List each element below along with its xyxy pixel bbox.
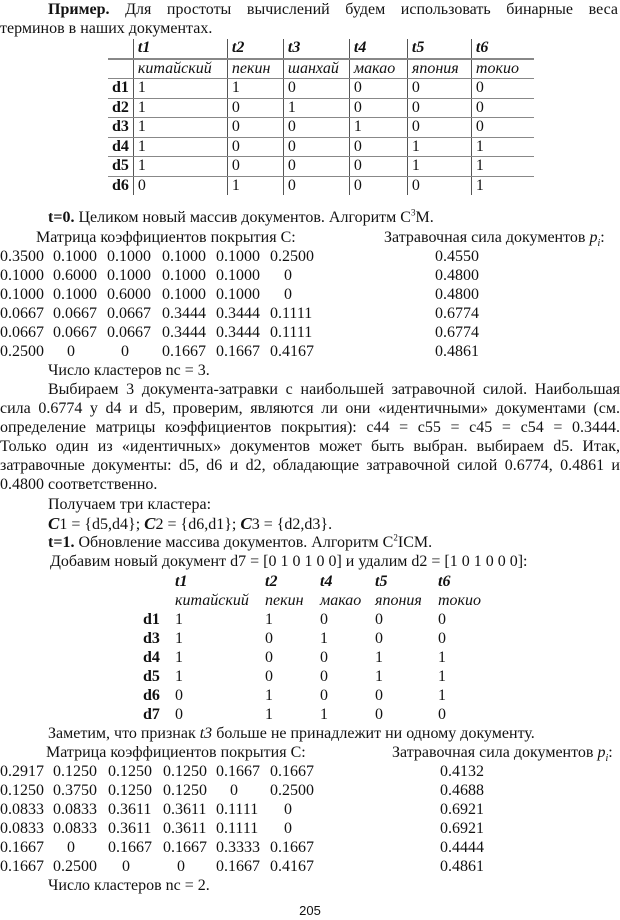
doc-label: d4 (108, 137, 133, 157)
cell: 1 (133, 118, 227, 138)
term-name: макао (349, 59, 407, 79)
matrix-cell: 0.1667 (216, 343, 260, 360)
matrix-cell: 0.0833 (53, 801, 97, 818)
power-symbol: p (597, 744, 606, 761)
term-name: шанхай (283, 59, 349, 79)
step1-heading (0, 533, 620, 552)
cell: 0 (283, 137, 349, 157)
matrix-cell: 0.3500 (0, 248, 44, 265)
matrix-cell: 0.1250 (0, 782, 44, 799)
matrix-cell: 0.1250 (108, 782, 152, 799)
matrix-cell: 0.1000 (216, 248, 260, 265)
cell: 0 (349, 137, 407, 157)
doc-label: d3 (108, 118, 133, 138)
cell: 1 (133, 157, 227, 177)
matrix-cell: 0.0667 (107, 305, 151, 322)
paragraph-line: 0.4800 соответственно. (0, 476, 158, 493)
clusters-line (0, 514, 620, 533)
matrix-cell: 0.1000 (162, 286, 206, 303)
cell: 0 (471, 98, 534, 118)
matrix-cell: 0.3611 (108, 801, 152, 818)
cell: 1 (471, 176, 534, 195)
cell: 0 (320, 649, 328, 666)
cell: 0 (175, 706, 183, 723)
matrix-cell: 0.1000 (107, 248, 151, 265)
cell: 0 (320, 687, 328, 704)
step0-clusters: Число кластеров nc = 3. (48, 362, 210, 379)
corner-cell (108, 59, 133, 79)
add-document-line: Добавим новый документ d7 = [0 1 0 1 0 0] и удалим d2 = [1 0 1 0 0 0]: (50, 553, 528, 570)
cell: 1 (265, 687, 273, 704)
table-header-row (0, 572, 620, 591)
cell: 0 (375, 687, 383, 704)
term-header: t4 (320, 573, 333, 590)
power-value: 0.6774 (435, 305, 479, 322)
term-header: t2 (265, 573, 278, 590)
cell: 1 (438, 687, 446, 704)
paragraph-line: Только один из «идентичных» документов может быть выбран. выбираем d5. Итак, (0, 438, 620, 455)
power-value: 0.4800 (435, 267, 479, 284)
matrix-cell: 0.3611 (108, 820, 152, 837)
cell: 0 (349, 176, 407, 195)
cell: 0 (349, 79, 407, 99)
matrix-cell: 0.0833 (0, 801, 44, 818)
matrix-cell: 0.1667 (108, 839, 152, 856)
doc-label: d1 (108, 79, 133, 99)
cell: 1 (349, 118, 407, 138)
matrix-cell: 0.1667 (270, 763, 314, 780)
t3-note (0, 724, 535, 743)
table-row (108, 157, 534, 177)
matrix-cell: 0.1000 (162, 248, 206, 265)
cell: 1 (471, 157, 534, 177)
matrix-cell: 0 (121, 343, 129, 360)
term-name: япония (407, 59, 471, 79)
clusters-intro: Получаем три кластера: (48, 496, 212, 513)
intro-line-1 (0, 0, 620, 19)
matrix-cell: 0.3333 (216, 839, 260, 856)
step1-clusters: Число кластеров nc = 2. (48, 877, 210, 894)
table-row (108, 137, 534, 157)
matrix-cell: 0.1000 (53, 248, 97, 265)
cell: 0 (471, 118, 534, 138)
cell: 0 (283, 118, 349, 138)
matrix-cell: 0.0667 (107, 324, 151, 341)
step1-power-label (392, 743, 613, 765)
power-subscript: i (597, 238, 601, 250)
matrix-row (0, 819, 620, 838)
cell: 0 (349, 157, 407, 177)
cell: 0 (320, 611, 328, 628)
intro-text: Для простоты вычислений будем использовать бинарные веса (109, 1, 618, 18)
step0-sup: 3 (410, 207, 416, 218)
term-name: китайский (175, 592, 249, 609)
power-colon: : (600, 229, 605, 246)
cell: 0 (227, 118, 283, 138)
matrix-cell: 0.1250 (53, 763, 97, 780)
matrix-row (0, 800, 620, 819)
matrix-cell: 0.2500 (53, 858, 97, 875)
cell: 1 (265, 706, 273, 723)
cell: 0 (175, 687, 183, 704)
cell: 0 (349, 98, 407, 118)
term-name: китайский (133, 59, 227, 79)
cell: 0 (375, 611, 383, 628)
cell: 0 (407, 79, 471, 99)
note-term: t3 (199, 725, 213, 742)
step0-matrix-label: Матрица коэффициентов покрытия C: (36, 229, 296, 246)
cell: 1 (133, 98, 227, 118)
term-name: пекин (227, 59, 283, 79)
matrix-cell: 0.3611 (163, 820, 207, 837)
cell: 0 (265, 630, 273, 647)
table-row (0, 686, 620, 705)
matrix-row (0, 285, 620, 304)
cluster-2: 2 = {d6,d1}; (155, 516, 241, 533)
cluster-symbol: C (48, 514, 60, 533)
matrix-cell: 0.2917 (0, 763, 44, 780)
matrix-cell: 0.3444 (216, 324, 260, 341)
matrix-cell: 0.1667 (216, 858, 260, 875)
term-name: токио (471, 59, 534, 79)
cell: 1 (320, 706, 328, 723)
cluster-symbol: C (240, 514, 252, 533)
table-row (108, 98, 534, 118)
matrix-cell: 0.1667 (216, 763, 260, 780)
cell: 0 (438, 706, 446, 723)
power-label-text: Затравочная сила документов (384, 229, 590, 246)
cell: 0 (438, 611, 446, 628)
term-header: t2 (227, 39, 283, 59)
matrix-row (0, 762, 620, 781)
cell: 0 (407, 118, 471, 138)
paragraph-line: сила 0.6774 у d4 и d5, проверим, являются ли они «идентичными» документами (см. (0, 400, 620, 417)
term-name: токио (438, 592, 482, 609)
power-value: 0.6774 (435, 324, 479, 341)
matrix-cell: 0 (67, 839, 75, 856)
table-row (108, 79, 534, 99)
cell: 1 (175, 649, 183, 666)
matrix-cell: 0.1667 (0, 839, 44, 856)
matrix-cell: 0.1000 (107, 267, 151, 284)
intro (0, 0, 620, 38)
power-value: 0.4550 (435, 248, 479, 265)
cell: 0 (407, 176, 471, 195)
term-header: t1 (133, 39, 227, 59)
step0-heading (0, 208, 620, 227)
matrix-cell: 0.0667 (0, 305, 44, 322)
cell: 1 (283, 98, 349, 118)
cell: 0 (227, 98, 283, 118)
matrix-row (0, 342, 620, 361)
cell: 0 (283, 79, 349, 99)
doc-label: d6 (112, 176, 129, 194)
cell: 0 (471, 79, 534, 99)
cell: 1 (227, 79, 283, 99)
matrix-cell: 0.3750 (53, 782, 97, 799)
cluster-1: 1 = {d5,d4}; (59, 516, 145, 533)
matrix-cell: 0 (284, 267, 292, 284)
table-header-row (0, 591, 620, 610)
matrix-cell: 0.0833 (53, 820, 97, 837)
doc-label: d5 (143, 668, 160, 685)
term-header: t5 (375, 573, 388, 590)
step1-lead: t=1. (48, 534, 75, 551)
power-subscript: i (605, 753, 609, 765)
table-row (108, 176, 534, 195)
term-header: t6 (438, 573, 451, 590)
cell: 1 (175, 611, 183, 628)
power-value: 0.4861 (435, 343, 479, 360)
matrix-cell: 0 (284, 801, 292, 818)
term-header: t3 (283, 39, 349, 59)
cell: 1 (265, 611, 273, 628)
matrix-cell: 0.3611 (163, 801, 207, 818)
matrix-row (0, 266, 620, 285)
matrix-cell: 0.3444 (216, 305, 260, 322)
doc-label: d4 (143, 649, 160, 666)
matrix-cell: 0.1000 (162, 267, 206, 284)
term-name: пекин (265, 592, 304, 609)
doc-label: d5 (108, 157, 133, 177)
matrix-cell: 0.0667 (53, 305, 97, 322)
table-row (0, 648, 620, 667)
matrix-row (0, 857, 620, 876)
cell: 1 (407, 137, 471, 157)
step0-lead: t=0. (48, 209, 75, 226)
doc-label: d7 (143, 706, 160, 723)
intro-lead: Пример. (48, 1, 110, 18)
cell: 1 (471, 137, 534, 157)
matrix-row (0, 781, 620, 800)
matrix-cell: 0.1250 (163, 782, 207, 799)
matrix-cell: 0.1667 (162, 343, 206, 360)
term-name: макао (320, 592, 362, 609)
step1-sup: 2 (393, 532, 398, 543)
cell: 0 (133, 176, 227, 195)
cell: 0 (227, 157, 283, 177)
cell: 1 (175, 630, 183, 647)
matrix-cell: 0.1000 (53, 286, 97, 303)
power-value: 0.4444 (440, 839, 484, 856)
power-symbol: p (589, 229, 598, 246)
cell: 0 (375, 706, 383, 723)
matrix-cell: 0.1111 (216, 820, 259, 837)
term-header: t6 (471, 39, 534, 59)
matrix-cell: 0.1111 (216, 801, 259, 818)
matrix-cell: 0.2500 (270, 782, 314, 799)
power-value: 0.4800 (435, 286, 479, 303)
matrix-cell: 0.1000 (0, 286, 44, 303)
matrix-cell: 0.1667 (163, 839, 207, 856)
power-value: 0.6921 (440, 801, 484, 818)
power-value: 0.4688 (440, 782, 484, 799)
term-document-table (108, 39, 534, 195)
matrix-cell: 0.2500 (0, 343, 44, 360)
matrix-cell: 0.1667 (0, 858, 44, 875)
step0-text: Целиком новый массив документов. Алгоритм C (74, 209, 411, 226)
matrix-cell: 0.4167 (270, 858, 314, 875)
clusters-block (0, 495, 620, 571)
matrix-cell: 0 (230, 782, 238, 799)
table-row (0, 667, 620, 686)
page-number: 205 (299, 903, 321, 918)
doc-label: d1 (143, 611, 160, 628)
matrix-cell: 0.1250 (163, 763, 207, 780)
matrix-cell: 0.0667 (0, 324, 44, 341)
table-header-row (108, 59, 534, 79)
cell: 0 (227, 137, 283, 157)
matrix-row (0, 304, 620, 323)
matrix-cell: 0.3444 (162, 305, 206, 322)
matrix-cell: 0.6000 (53, 267, 97, 284)
paragraph-line: определение матрицы коэффициентов покрытия): c44 = c55 = c45 = c54 = 0.3444. (0, 419, 620, 436)
intro-line-2: терминов в наших документах. (0, 20, 213, 37)
cell: 0 (407, 98, 471, 118)
matrix-cell: 0.3444 (162, 324, 206, 341)
cell: 1 (133, 137, 227, 157)
cluster-symbol: C (144, 514, 156, 533)
note-text: больше не принадлежит ни одному документу. (212, 725, 535, 742)
cell: 1 (375, 649, 383, 666)
matrix-cell: 0.1000 (216, 286, 260, 303)
matrix-cell: 0.0667 (53, 324, 97, 341)
matrix-cell: 0.1000 (216, 267, 260, 284)
term-name: япония (375, 592, 422, 609)
cell: 0 (265, 668, 273, 685)
cell: 0 (265, 649, 273, 666)
cell: 1 (438, 668, 446, 685)
matrix-cell: 0 (284, 820, 292, 837)
matrix-cell: 0.1667 (270, 839, 314, 856)
step1-tail: ICM. (397, 534, 433, 551)
matrix-cell: 0.1111 (270, 305, 313, 322)
matrix-row (0, 247, 620, 266)
matrix-row (0, 323, 620, 342)
cell: 0 (283, 176, 349, 195)
step0-tail: M. (415, 209, 434, 226)
table-row (0, 705, 620, 724)
power-colon: : (608, 744, 613, 761)
cell: 1 (407, 157, 471, 177)
term-header: t5 (407, 39, 471, 59)
matrix-cell: 0.1000 (0, 267, 44, 284)
step1-matrix-label: Матрица коэффициентов покрытия C: (46, 744, 306, 761)
step0-power-label (384, 228, 605, 250)
step1-text: Обновление массива документов. Алгоритм C (74, 534, 394, 551)
cell: 0 (283, 157, 349, 177)
cell: 1 (227, 176, 283, 195)
matrix-cell: 0.4167 (270, 343, 314, 360)
term-header: t4 (349, 39, 407, 59)
power-value: 0.4132 (440, 763, 484, 780)
cell: 0 (438, 630, 446, 647)
cell: 1 (438, 649, 446, 666)
table-row (108, 118, 534, 138)
matrix-cell: 0.2500 (270, 248, 314, 265)
term-header: t1 (175, 573, 188, 590)
cell: 1 (320, 630, 328, 647)
cluster-3: 3 = {d2,d3}. (251, 516, 333, 533)
doc-label: d3 (143, 630, 160, 647)
doc-label: d2 (108, 98, 133, 118)
note-text: Заметим, что признак (48, 725, 200, 742)
power-value: 0.6921 (440, 820, 484, 837)
paragraph-line: Выбираем 3 документа-затравки с наибольшей затравочной силой. Наибольшая (48, 381, 620, 398)
matrix-cell: 0 (122, 858, 130, 875)
matrix-cell: 0.1111 (270, 324, 313, 341)
matrix-row (0, 838, 620, 857)
cell: 0 (320, 668, 328, 685)
cell: 1 (133, 79, 227, 99)
matrix-cell: 0 (67, 343, 75, 360)
doc-label: d6 (143, 687, 160, 704)
cell: 1 (175, 668, 183, 685)
cell: 1 (375, 668, 383, 685)
power-value: 0.4861 (440, 858, 484, 875)
table-header-row (108, 39, 534, 59)
matrix-cell: 0.6000 (107, 286, 151, 303)
matrix-cell: 0.1250 (108, 763, 152, 780)
table-row (0, 629, 620, 648)
cell: 0 (375, 630, 383, 647)
paragraph-line: затравочные документы: d5, d6 и d2, обладающие затравочной силой 0.6774, 0.4861 и (0, 457, 620, 474)
matrix-cell: 0 (177, 858, 185, 875)
corner-cell (108, 39, 133, 59)
seed-paragraph (0, 380, 620, 494)
matrix-cell: 0 (284, 286, 292, 303)
power-label-text: Затравочная сила документов (392, 744, 598, 761)
table-row (0, 610, 620, 629)
matrix-cell: 0.0833 (0, 820, 44, 837)
